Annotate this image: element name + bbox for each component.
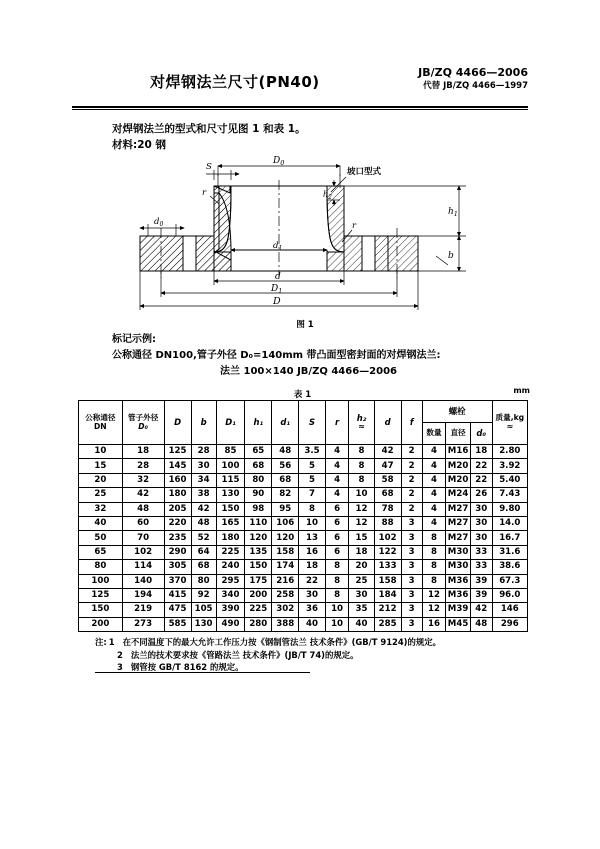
cell-b: 130: [191, 617, 216, 631]
cell-D: 475: [164, 603, 191, 617]
cell-h2: 18: [349, 545, 374, 559]
cell-h1: 200: [245, 588, 272, 602]
cell-d1: 120: [272, 531, 299, 545]
cell-bolt: M30: [446, 560, 471, 574]
cell-f: 3: [401, 531, 422, 545]
table-header-row-1: [79, 401, 528, 423]
cell-mass: 2.80: [492, 445, 527, 459]
th-bolt-count: 数量: [422, 423, 446, 445]
cell-d: 102: [374, 531, 401, 545]
table-row: [79, 545, 528, 559]
cell-d1: 106: [272, 516, 299, 530]
cell-mass: 96.0: [492, 588, 527, 602]
cell-D: 145: [164, 459, 191, 473]
cell-r: 6: [325, 531, 349, 545]
cell-d: 78: [374, 502, 401, 516]
cell-d1: 82: [272, 488, 299, 502]
cell-S: 5: [299, 459, 326, 473]
cell-DN: 40: [79, 516, 123, 530]
cell-f: 3: [401, 545, 422, 559]
cell-d1: 68: [272, 473, 299, 487]
table-notes: [95, 636, 530, 674]
cell-D1: 490: [216, 617, 245, 631]
cell-DN: 32: [79, 502, 123, 516]
table-row: [79, 531, 528, 545]
cell-r: 6: [325, 545, 349, 559]
cell-d1: 302: [272, 603, 299, 617]
cell-D: 205: [164, 502, 191, 516]
cell-mass: 3.92: [492, 459, 527, 473]
cell-d: 212: [374, 603, 401, 617]
cell-d: 133: [374, 560, 401, 574]
cell-f: 3: [401, 603, 422, 617]
cell-mass: 31.6: [492, 545, 527, 559]
cell-h1: 110: [245, 516, 272, 530]
note-row-2: [95, 649, 530, 662]
note-3-text: 钢管按 GB/T 8162 的规定。: [130, 662, 244, 673]
cell-r: 6: [325, 502, 349, 516]
table-row: [79, 502, 528, 516]
cell-D: 125: [164, 445, 191, 459]
cell-b: 34: [191, 473, 216, 487]
cell-D: 220: [164, 516, 191, 530]
th-f: f: [401, 401, 422, 445]
cell-bolt: M20: [446, 459, 471, 473]
th-D1: D₁: [216, 401, 245, 445]
cell-d0: 42: [470, 603, 492, 617]
table-row: [79, 588, 528, 602]
cell-d0: 48: [470, 617, 492, 631]
intro-text: [112, 121, 306, 154]
table-row: [79, 617, 528, 631]
table-caption: 表 1: [293, 390, 312, 400]
cell-D0: 28: [122, 459, 164, 473]
cell-f: 2: [401, 473, 422, 487]
intro-line-2: 材料:20 钢: [112, 139, 166, 152]
cell-D0: 18: [122, 445, 164, 459]
table-head: [79, 401, 528, 445]
cell-d1: 56: [272, 459, 299, 473]
cell-DN: 100: [79, 574, 123, 588]
cell-h1: 175: [245, 574, 272, 588]
cell-n: 12: [422, 603, 446, 617]
cell-b: 42: [191, 502, 216, 516]
figure-label-b: b: [448, 251, 454, 261]
cell-n: 8: [422, 545, 446, 559]
cell-h2: 30: [349, 588, 374, 602]
cell-r: 10: [325, 603, 349, 617]
standard-number: JB/ZQ 4466—2006: [418, 66, 528, 79]
cell-b: 68: [191, 560, 216, 574]
cell-mass: 38.6: [492, 560, 527, 574]
cell-d: 122: [374, 545, 401, 559]
cell-d0: 22: [470, 473, 492, 487]
note-1-text: 在不同温度下的最大允许工作压力按《钢制管法兰 技术条件》(GB/T 9124)的规定。: [122, 637, 442, 647]
cell-D1: 180: [216, 531, 245, 545]
cell-D1: 85: [216, 445, 245, 459]
cell-h1: 90: [245, 488, 272, 502]
document-header: [72, 66, 528, 92]
figure-label-r-right: r: [352, 221, 357, 231]
figure-label-D1: $D_1$: [271, 284, 283, 295]
cell-DN: 10: [79, 445, 123, 459]
cell-mass: 296: [492, 617, 527, 631]
cell-mass: 7.43: [492, 488, 527, 502]
cell-mass: 5.40: [492, 473, 527, 487]
cell-h2: 12: [349, 502, 374, 516]
cell-d: 68: [374, 488, 401, 502]
cell-D1: 130: [216, 488, 245, 502]
cell-mass: 14.0: [492, 516, 527, 530]
cell-d: 47: [374, 459, 401, 473]
cell-b: 105: [191, 603, 216, 617]
note-row-1: [95, 636, 530, 649]
cell-D0: 70: [122, 531, 164, 545]
cell-r: 8: [325, 588, 349, 602]
cell-h1: 98: [245, 502, 272, 516]
cell-DN: 20: [79, 473, 123, 487]
cell-bolt: M27: [446, 502, 471, 516]
table-row: [79, 516, 528, 530]
cell-n: 12: [422, 588, 446, 602]
cell-f: 3: [401, 574, 422, 588]
cell-h2: 15: [349, 531, 374, 545]
marking-code: 法兰 100×140 JB/ZQ 4466—2006: [220, 366, 397, 377]
cell-DN: 65: [79, 545, 123, 559]
th-d: d: [374, 401, 401, 445]
cell-b: 92: [191, 588, 216, 602]
cell-S: 36: [299, 603, 326, 617]
th-D: D: [164, 401, 191, 445]
cell-bolt: M30: [446, 545, 471, 559]
cell-D: 235: [164, 531, 191, 545]
cell-D1: 150: [216, 502, 245, 516]
cell-D1: 240: [216, 560, 245, 574]
cell-DN: 150: [79, 603, 123, 617]
cell-h1: 280: [245, 617, 272, 631]
cell-S: 10: [299, 516, 326, 530]
cell-d: 42: [374, 445, 401, 459]
figure-label-r-left: r: [202, 188, 207, 198]
notes-underline: [95, 672, 310, 673]
cell-D: 370: [164, 574, 191, 588]
cell-r: 4: [325, 473, 349, 487]
cell-S: 3.5: [299, 445, 326, 459]
figure-label-d: d: [275, 272, 281, 282]
cell-S: 5: [299, 473, 326, 487]
th-mass: 质量,kg ≈: [492, 401, 527, 445]
th-bolts-group: 螺栓: [422, 401, 492, 423]
cell-b: 30: [191, 459, 216, 473]
cell-d0: 33: [470, 560, 492, 574]
table-unit: mm: [513, 386, 530, 395]
cell-DN: 50: [79, 531, 123, 545]
cell-b: 38: [191, 488, 216, 502]
cell-n: 4: [422, 516, 446, 530]
cell-D: 305: [164, 560, 191, 574]
cell-D: 290: [164, 545, 191, 559]
cell-d: 88: [374, 516, 401, 530]
cell-bolt: M27: [446, 531, 471, 545]
intro-line-1: 对焊钢法兰的型式和尺寸见图 1 和表 1。: [112, 123, 306, 135]
cell-h2: 25: [349, 574, 374, 588]
cell-D0: 42: [122, 488, 164, 502]
cell-n: 8: [422, 560, 446, 574]
cell-h2: 12: [349, 516, 374, 530]
cell-bolt: M27: [446, 516, 471, 530]
cell-S: 18: [299, 560, 326, 574]
cell-S: 8: [299, 502, 326, 516]
cell-r: 8: [325, 574, 349, 588]
cell-r: 10: [325, 617, 349, 631]
figure-label-h1: $h_1$: [448, 207, 458, 218]
cell-r: 8: [325, 560, 349, 574]
figure-label-D0: $D_0$: [273, 156, 285, 167]
cell-D0: 140: [122, 574, 164, 588]
cell-D1: 390: [216, 603, 245, 617]
note-2-num: 2: [117, 649, 123, 660]
cell-h2: 8: [349, 473, 374, 487]
cell-h1: 135: [245, 545, 272, 559]
marking-example: [112, 332, 441, 380]
cell-mass: 16.7: [492, 531, 527, 545]
cell-bolt: M45: [446, 617, 471, 631]
dimensions-table-wrapper: [78, 400, 528, 632]
standard-replaces: 代替 JB/ZQ 4466—1997: [423, 80, 528, 91]
cell-f: 2: [401, 488, 422, 502]
cell-b: 52: [191, 531, 216, 545]
flange-cross-section-diagram: [118, 152, 492, 320]
cell-D: 160: [164, 473, 191, 487]
cell-d1: 48: [272, 445, 299, 459]
notes-label: 注:: [95, 637, 107, 647]
th-bolt-dia: 直径: [446, 423, 471, 445]
cell-f: 3: [401, 588, 422, 602]
cell-r: 6: [325, 516, 349, 530]
cell-mass: 67.3: [492, 574, 527, 588]
cell-D: 585: [164, 617, 191, 631]
cell-D1: 165: [216, 516, 245, 530]
note-3-num: 3: [117, 662, 123, 673]
cell-d0: 22: [470, 459, 492, 473]
cell-D0: 32: [122, 473, 164, 487]
cell-d0: 18: [470, 445, 492, 459]
cell-f: 3: [401, 560, 422, 574]
cell-bolt: M24: [446, 488, 471, 502]
cell-d: 158: [374, 574, 401, 588]
th-bolt-hole-d0: d₀: [470, 423, 492, 445]
cell-d1: 158: [272, 545, 299, 559]
table-row: [79, 603, 528, 617]
cell-f: 2: [401, 459, 422, 473]
cell-d: 184: [374, 588, 401, 602]
cell-DN: 25: [79, 488, 123, 502]
cell-n: 4: [422, 473, 446, 487]
th-d0-pipe: 管子外径 D₀: [122, 401, 164, 445]
header-rule-thin: [72, 109, 528, 110]
cell-n: 16: [422, 617, 446, 631]
marking-description: 公称通径 DN100,管子外径 D₀=140mm 带凸面型密封面的对焊钢法兰:: [112, 350, 441, 361]
cell-h2: 20: [349, 560, 374, 574]
cell-f: 3: [401, 617, 422, 631]
cell-S: 13: [299, 531, 326, 545]
cell-D: 180: [164, 488, 191, 502]
cell-mass: 9.80: [492, 502, 527, 516]
cell-DN: 80: [79, 560, 123, 574]
cell-DN: 125: [79, 588, 123, 602]
cell-D1: 115: [216, 473, 245, 487]
standard-block: [418, 66, 528, 92]
cell-h1: 225: [245, 603, 272, 617]
figure-label-d1: $d_1$: [273, 241, 283, 252]
note-2-text: 法兰的技术要求按《管路法兰 技术条件》(JB/T 74)的规定。: [130, 649, 359, 660]
cell-d0: 39: [470, 574, 492, 588]
table-row: [79, 445, 528, 459]
th-r: r: [325, 401, 349, 445]
cell-mass: 146: [492, 603, 527, 617]
figure-label-h2: $h_2$: [323, 190, 332, 201]
cell-f: 3: [401, 516, 422, 530]
cell-f: 2: [401, 502, 422, 516]
cell-d0: 30: [470, 516, 492, 530]
figure-label-d0: $d_0$: [154, 217, 164, 228]
cell-S: 7: [299, 488, 326, 502]
cell-D1: 225: [216, 545, 245, 559]
cell-n: 4: [422, 502, 446, 516]
th-dn: 公称通径 DN: [79, 401, 123, 445]
cell-h1: 80: [245, 473, 272, 487]
cell-h1: 150: [245, 560, 272, 574]
cell-bolt: M39: [446, 603, 471, 617]
figure-label-S: S: [206, 162, 212, 172]
cell-DN: 15: [79, 459, 123, 473]
cell-d1: 258: [272, 588, 299, 602]
cell-d0: 33: [470, 545, 492, 559]
cell-n: 8: [422, 531, 446, 545]
cell-b: 28: [191, 445, 216, 459]
cell-D0: 219: [122, 603, 164, 617]
cell-n: 4: [422, 459, 446, 473]
cell-S: 16: [299, 545, 326, 559]
table-row: [79, 574, 528, 588]
cell-r: 4: [325, 488, 349, 502]
th-h2: h₂ ≈: [349, 401, 374, 445]
header-rule: [72, 106, 528, 108]
cell-d1: 174: [272, 560, 299, 574]
th-h1: h₁: [245, 401, 272, 445]
cell-bolt: M36: [446, 574, 471, 588]
cell-d1: 216: [272, 574, 299, 588]
cell-d0: 30: [470, 502, 492, 516]
cell-h2: 10: [349, 488, 374, 502]
table-row: [79, 473, 528, 487]
figure-label-D: D: [273, 296, 281, 307]
cell-h2: 35: [349, 603, 374, 617]
marking-title: 标记示例:: [112, 334, 156, 345]
cell-d: 58: [374, 473, 401, 487]
note-1-num: 1: [108, 637, 115, 647]
cell-r: 4: [325, 459, 349, 473]
cell-DN: 200: [79, 617, 123, 631]
cell-S: 40: [299, 617, 326, 631]
cell-D: 415: [164, 588, 191, 602]
figure-caption: 图 1: [296, 320, 314, 330]
table-row: [79, 488, 528, 502]
cell-h1: 68: [245, 459, 272, 473]
cell-h1: 65: [245, 445, 272, 459]
page-title: 对焊钢法兰尺寸(PN40): [150, 73, 320, 92]
cell-f: 2: [401, 445, 422, 459]
table-row: [79, 459, 528, 473]
cell-h2: 40: [349, 617, 374, 631]
cell-n: 4: [422, 445, 446, 459]
dimensions-table: [78, 400, 528, 632]
th-d1: d₁: [272, 401, 299, 445]
cell-d0: 30: [470, 531, 492, 545]
cell-D0: 194: [122, 588, 164, 602]
cell-D1: 100: [216, 459, 245, 473]
cell-h2: 8: [349, 459, 374, 473]
cell-d: 285: [374, 617, 401, 631]
cell-d0: 26: [470, 488, 492, 502]
cell-S: 22: [299, 574, 326, 588]
cell-d1: 95: [272, 502, 299, 516]
cell-bolt: M16: [446, 445, 471, 459]
cell-D1: 340: [216, 588, 245, 602]
cell-bolt: M36: [446, 588, 471, 602]
table-body: [79, 445, 528, 632]
cell-r: 4: [325, 445, 349, 459]
cell-b: 80: [191, 574, 216, 588]
cell-D0: 102: [122, 545, 164, 559]
cell-D0: 114: [122, 560, 164, 574]
cell-D1: 295: [216, 574, 245, 588]
cell-n: 4: [422, 488, 446, 502]
cell-S: 30: [299, 588, 326, 602]
cell-h2: 8: [349, 445, 374, 459]
cell-bolt: M20: [446, 473, 471, 487]
cell-n: 8: [422, 574, 446, 588]
cell-h1: 120: [245, 531, 272, 545]
cell-d0: 39: [470, 588, 492, 602]
th-b: b: [191, 401, 216, 445]
table-row: [79, 560, 528, 574]
cell-D0: 48: [122, 502, 164, 516]
cell-b: 48: [191, 516, 216, 530]
cell-D0: 60: [122, 516, 164, 530]
cell-b: 64: [191, 545, 216, 559]
cell-D0: 273: [122, 617, 164, 631]
th-S: S: [299, 401, 326, 445]
cell-d1: 388: [272, 617, 299, 631]
figure-callout-bevel: 坡口型式: [347, 167, 382, 177]
